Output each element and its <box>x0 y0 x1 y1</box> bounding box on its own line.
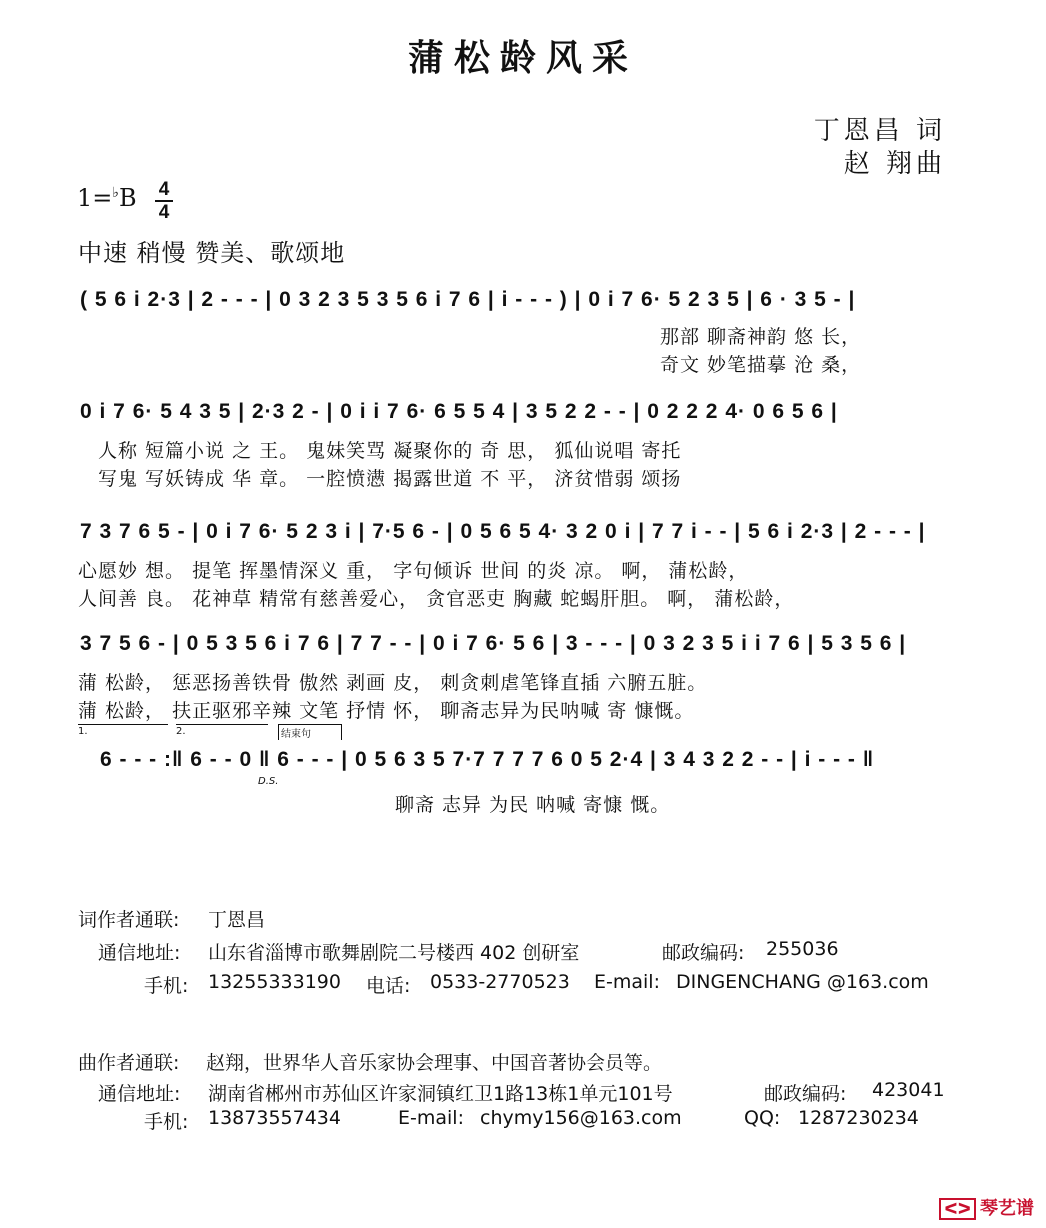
lyricist-addr-label: 通信地址: <box>98 942 181 964</box>
ds-mark: D.S. <box>258 776 279 787</box>
score-line-2-lyrics-1: 人称 短篇小说 之 王。 鬼妹笑骂 凝聚你的 奇 思， 狐仙说唱 寄托 <box>98 440 682 462</box>
flat-sign: ♭ <box>112 185 119 201</box>
lyricist-addr: 山东省淄博市歌舞剧院二号楼西 402 创研室 <box>208 942 580 964</box>
composer-addr-label: 通信地址: <box>98 1083 181 1105</box>
score-line-1-lyrics-2: 奇文 妙笔描摹 沧 桑， <box>660 354 862 376</box>
lyricist-post-label: 邮政编码: <box>662 942 745 964</box>
tempo-marking: 中速 稍慢 赞美、歌颂地 <box>78 239 346 267</box>
score-line-4-notes: 3 7 5 6 - | 0 5 3 5 6 i 7 6 | 7 7 - - | 0 i 7 6· 5 6 | 3 - - - | 0 3 2 3 5 i i 7 6 | 5 3 5 6 | <box>80 632 907 655</box>
composer-phone-label: 手机: <box>144 1111 189 1133</box>
composer-addr: 湖南省郴州市苏仙区许家洞镇红卫1路13栋1单元101号 <box>208 1083 673 1105</box>
composer-credit: 赵 翔曲 <box>843 149 946 179</box>
key-signature <box>77 184 137 212</box>
composer-post-label: 邮政编码: <box>764 1083 847 1105</box>
lyricist-email: DINGENCHANG @163.com <box>676 971 929 993</box>
score-line-3-lyrics-2: 人间善 良。 花神草 精常有慈善爱心， 贪官恶吏 胸藏 蛇蝎肝胆。 啊， 蒲松龄， <box>78 588 795 610</box>
ending-mark: 结束句 <box>278 724 342 740</box>
volta-2: 2. <box>176 726 186 737</box>
watermark-logo <box>939 1194 1034 1220</box>
composer-email: chymy156@163.com <box>480 1107 682 1129</box>
meter-bottom: 4 <box>158 202 170 223</box>
volta-2-bracket <box>176 724 268 725</box>
page-title: 蒲松龄风采 <box>407 37 638 79</box>
meter-top: 4 <box>158 179 170 200</box>
score-line-5-lyrics-1: 聊斋 志异 为民 呐喊 寄慷 慨。 <box>395 794 671 816</box>
score-line-4-lyrics-2: 蒲 松龄， 扶正驱邪辛辣 文笔 抒情 怀， 聊斋志异为民呐喊 寄 慷慨。 <box>78 700 695 722</box>
lyricist-email-label: E-mail: <box>594 971 660 993</box>
key-note: B <box>119 184 137 212</box>
lyricist-contact-name: 丁恩昌 <box>208 909 266 931</box>
composer-phone: 13873557434 <box>208 1107 341 1129</box>
time-signature <box>155 180 173 222</box>
volta-1-bracket <box>78 724 168 725</box>
watermark-text: 琴艺谱 <box>980 1198 1034 1219</box>
watermark-mark: ᐸᐳ <box>939 1198 976 1220</box>
score-line-2-lyrics-2: 写鬼 写妖铸成 华 章。 一腔愤懑 揭露世道 不 平， 济贫惜弱 颂扬 <box>98 468 682 490</box>
composer-qq-label: QQ: <box>744 1107 781 1129</box>
score-line-3-notes: 7 3 7 6 5 - | 0 i 7 6· 5 2 3 i | 7·5 6 - | 0 5 6 5 4· 3 2 0 i | 7 7 i - - | 5 6 i 2·3 | 2 - - - | <box>80 520 926 543</box>
volta-1: 1. <box>78 726 88 737</box>
score-line-1-lyrics-1: 那部 聊斋神韵 悠 长， <box>660 326 862 348</box>
score-line-5-notes: 6 - - - :‖ 6 - - 0 ‖ 6 - - - | 0 5 6 3 5 7·7 7 7 7 6 0 5 2·4 | 3 4 3 2 2 - - | i - - - ‖ <box>100 748 875 771</box>
score-line-3-lyrics-1: 心愿妙 想。 提笔 挥墨情深义 重， 字句倾诉 世间 的炎 凉。 啊， 蒲松龄， <box>78 560 749 582</box>
lyricist-phone-label: 手机: <box>144 975 189 997</box>
lyricist-tel: 0533-2770523 <box>430 971 570 993</box>
lyricist-tel-label: 电话: <box>366 975 411 997</box>
composer-post: 423041 <box>872 1079 945 1101</box>
score-line-4-lyrics-1: 蒲 松龄， 惩恶扬善铁骨 傲然 剥画 皮， 刺贪刺虐笔锋直插 六腑五脏。 <box>78 672 708 694</box>
lyricist-phone: 13255333190 <box>208 971 341 993</box>
score-line-2-notes: 0 i 7 6· 5 4 3 5 | 2·3 2 - | 0 i i 7 6· 6 5 5 4 | 3 5 2 2 - - | 0 2 2 2 4· 0 6 5 6 | <box>80 400 838 423</box>
lyricist-credit: 丁恩昌 词 <box>813 116 946 146</box>
composer-contact-name: 赵翔，世界华人音乐家协会理事、中国音著协会员等。 <box>206 1052 663 1074</box>
score-line-1-notes: ( 5 6 i 2·3 | 2 - - - | 0 3 2 3 5 3 5 6 i 7 6 | i - - - ) | 0 i 7 6· 5 2 3 5 | 6 · 3 5 - | <box>80 288 856 311</box>
lyricist-contact-label: 词作者通联: <box>78 909 180 931</box>
composer-contact-label: 曲作者通联: <box>78 1052 180 1074</box>
key-prefix: 1= <box>77 184 113 212</box>
composer-email-label: E-mail: <box>398 1107 464 1129</box>
composer-qq: 1287230234 <box>798 1107 919 1129</box>
lyricist-post: 255036 <box>766 938 839 960</box>
